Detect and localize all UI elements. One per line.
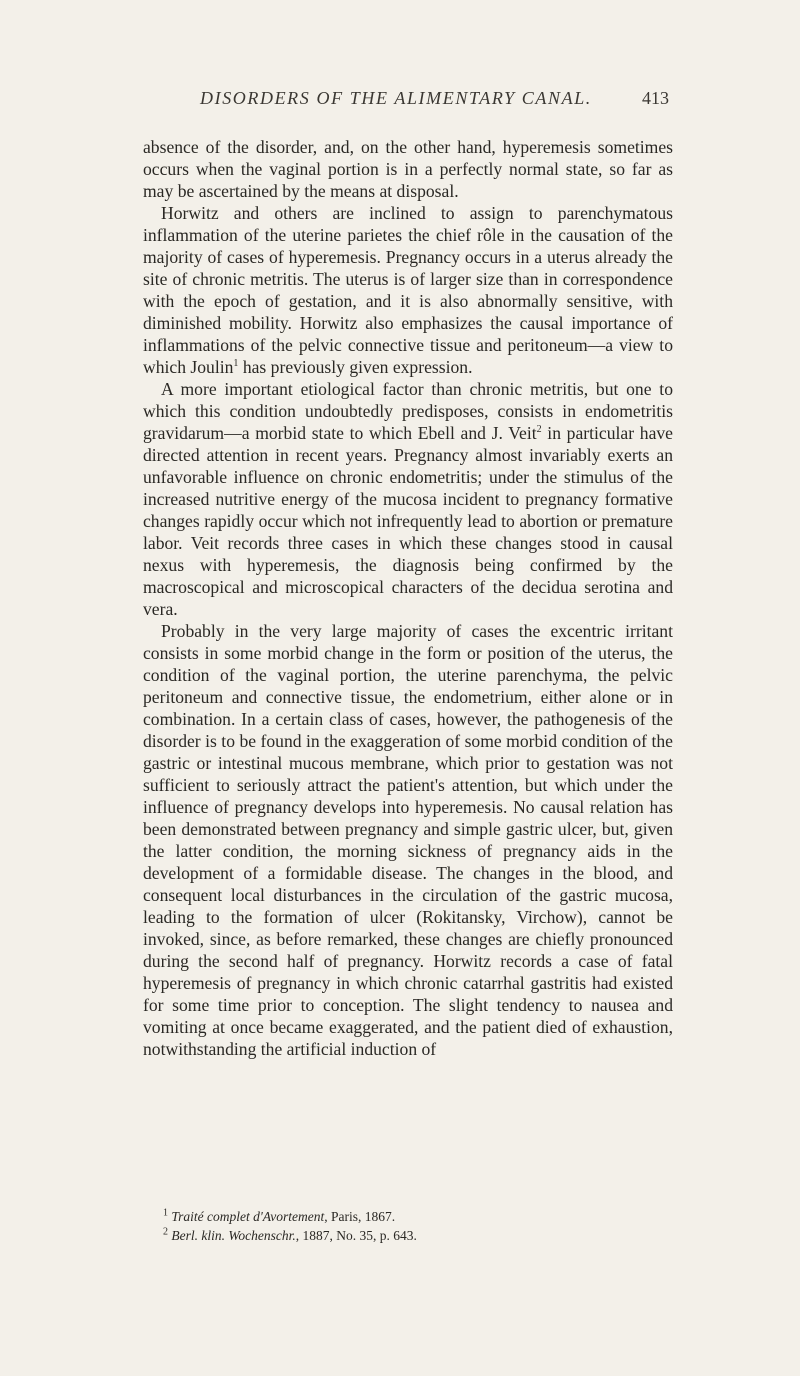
footnote-source: Traité complet d'Avortement — [171, 1209, 325, 1224]
paragraph — [143, 620, 673, 1060]
footnote-details: , 1887, No. 35, p. 643. — [295, 1228, 417, 1243]
footnote-reference: 1 — [233, 358, 239, 370]
footnote-reference: 2 — [536, 424, 542, 436]
paragraph — [143, 378, 673, 620]
page-number: 413 — [642, 88, 669, 108]
paragraph-text: in particular have directed attention in recent years. Pregnancy almost invariably exerts an unfavorable influence on chronic endometritis; under the stimulus of the increased nutritive energy of the mucosa incident to pregnancy formative changes rapidly occur which not infrequently lead to abortion or premature labor. Veit records three cases in which these changes stood in causal nexus with hyperemesis, the diagnosis being confirmed by the macroscopical and microscopical characters of the decidua serotina and vera. — [143, 423, 673, 619]
footnote-marker: 1 — [163, 1207, 168, 1219]
footnote-details: , Paris, 1867. — [324, 1209, 396, 1224]
paragraph — [143, 202, 673, 378]
footnote-marker: 2 — [163, 1226, 168, 1238]
paragraph-text: A more important etiological factor than chronic metritis, but one to which this condition undoubtedly predisposes, consists in endometritis gravidarum—a morbid state to which Ebell and J. Veit — [143, 379, 673, 443]
footnote — [163, 1207, 673, 1226]
running-title: DISORDERS OF THE ALIMENTARY CANAL. — [200, 88, 592, 108]
footnote-source: Berl. klin. Wochenschr. — [171, 1228, 296, 1243]
paragraph-text: Probably in the very large majority of cases the excentric irritant consists in some morbid change in the form or position of the uterus, the condition of the vaginal portion, the uterine parenchyma, the pelvic peritoneum and connective tissue, the endometrium, either alone or in combination. In a certain class of cases, however, the pathogenesis of the disorder is to be found in the exaggeration of some morbid condition of the gastric or intestinal mucous membrane, which prior to gestation was not sufficient to seriously attract the patient's attention, but which under the influence of pregnancy develops into hyperemesis. No causal relation has been demonstrated between pregnancy and simple gastric ulcer, but, given the latter condition, the morning sickness of pregnancy aids in the development of a formidable disease. The changes in the blood, and consequent local disturbances in the circulation of the gastric mucosa, leading to the formation of ulcer (Rokitansky, Virchow), cannot be invoked, since, as before remarked, these changes are chiefly pronounced during the second half of pregnancy. Horwitz records a case of fatal hyperemesis of pregnancy in which chronic catarrhal gastritis had existed for some time prior to conception. The slight tendency to nausea and vomiting at once became exaggerated, and the patient died of exhaustion, notwithstanding the artificial induction of — [143, 621, 673, 1059]
footnotes — [163, 1207, 673, 1245]
paragraph-text: Horwitz and others are inclined to assign to parenchymatous inflammation of the uterine parietes the chief rôle in the causation of the majority of cases of hyperemesis. Pregnancy occurs in a uterus already the site of chronic metritis. The uterus is of larger size than in correspondence with the epoch of gestation, and it is also abnormally sensitive, with diminished mobility. Horwitz also emphasizes the causal importance of inflammations of the pelvic connective tissue and peritoneum—a view to which Joulin — [143, 203, 673, 377]
paragraph-text: has previously given expression. — [238, 357, 473, 377]
paragraph-text: absence of the disorder, and, on the other hand, hyperemesis sometimes occurs when the vaginal portion is in a perfectly normal state, so far as may be ascertained by the means at disposal. — [143, 137, 673, 201]
paragraph — [143, 136, 673, 202]
body-text — [143, 136, 673, 1060]
footnote — [163, 1226, 673, 1245]
